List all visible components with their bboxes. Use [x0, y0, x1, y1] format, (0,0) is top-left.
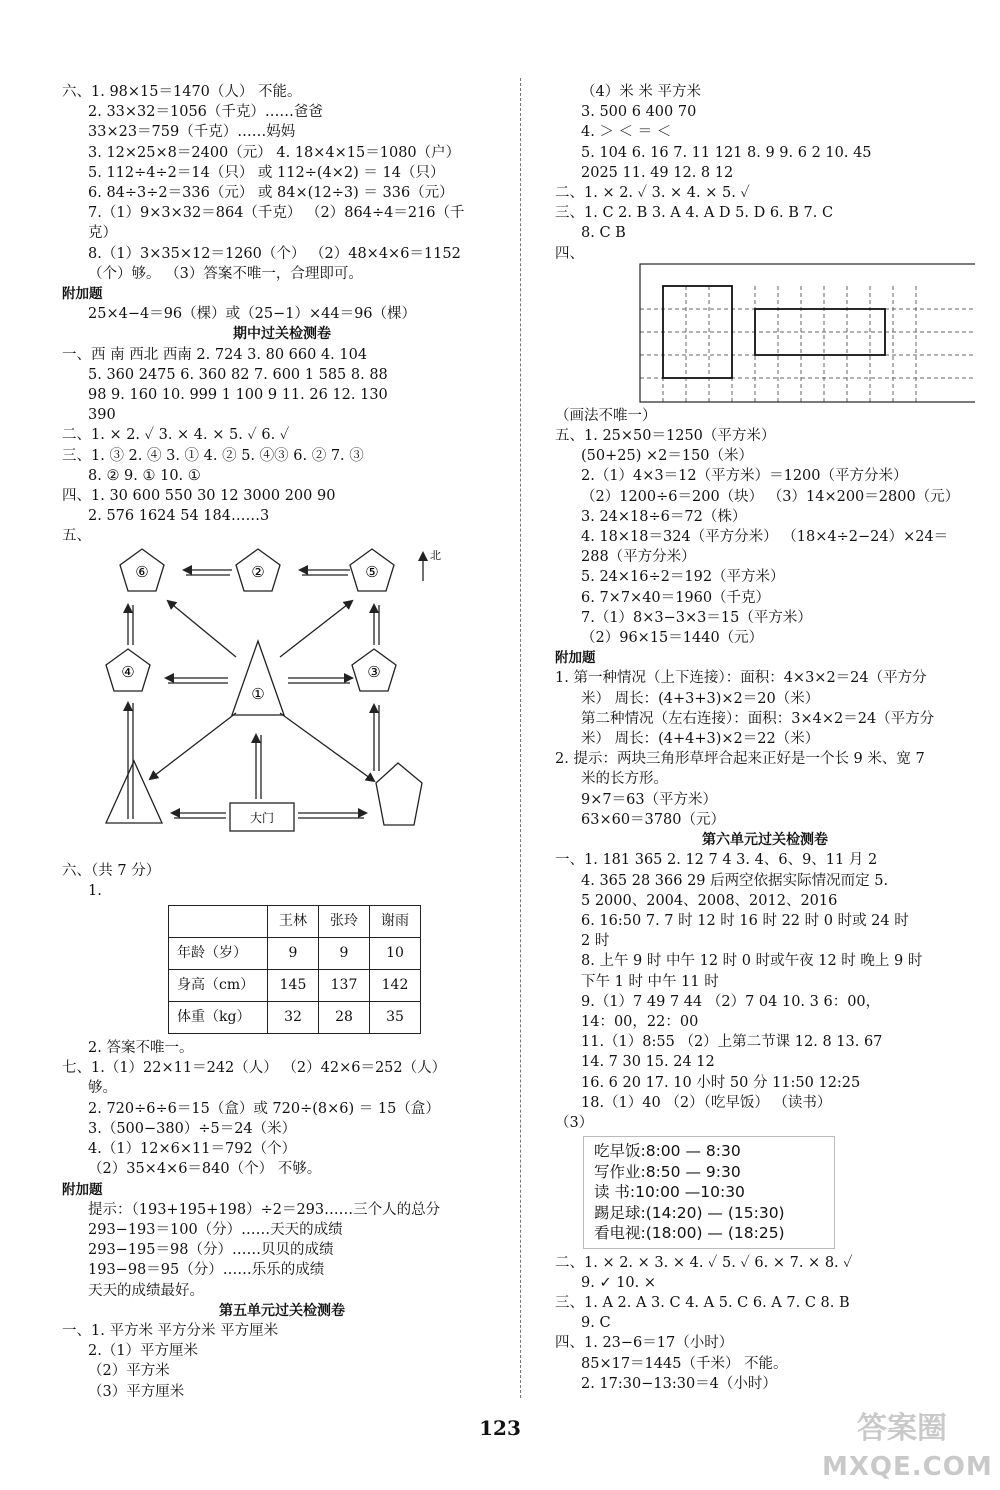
text-line: 五、: [62, 528, 91, 545]
direction-map-diagram: [62, 541, 502, 861]
text-line: 一、1. 平方米 平方分米 平方厘米: [62, 1322, 279, 1339]
text-line: 2. 720÷6÷6＝15（盒）或 720÷(8×6) ＝ 15（盒）: [88, 1100, 440, 1117]
table-cell: 28: [319, 1002, 370, 1034]
text-line: 5 2000、2004、2008、2012、2016: [581, 892, 838, 909]
text-line: 四、1. 23−6＝17（小时）: [555, 1335, 734, 1352]
text-line: 四、: [555, 245, 584, 262]
text-line: 3. 500 6 400 70: [581, 104, 697, 121]
text-line: 5. 24×16÷2＝192（平方米）: [581, 569, 785, 586]
table-cell: 9: [319, 938, 370, 970]
schedule-line: 读 书:10:00 —10:30: [594, 1183, 745, 1202]
text-line: 8. C B: [581, 225, 626, 242]
text-line: 2 时: [581, 933, 610, 950]
text-line: 够。: [88, 1080, 117, 1097]
text-line: （4）米 米 平方米: [581, 84, 701, 100]
node-label: ⑤: [365, 562, 379, 581]
text-line: 2. 提示：两块三角形草坪合起来正好是一个长 9 米、宽 7: [555, 751, 925, 768]
text-line: 3. 24×18÷6＝72（株）: [581, 508, 747, 525]
text-line: 9×7＝63（平方米）: [581, 791, 718, 808]
text-line: 3. 12×25×8＝2400（元） 4. 18×4×15＝1080（户）: [88, 144, 461, 161]
section-title-midterm: 期中过关检测卷: [233, 326, 331, 343]
table-header-cell: 谢雨: [370, 906, 421, 938]
extra-heading: 附加题: [62, 286, 103, 303]
table-header-row: [169, 906, 421, 938]
section-title-unit5: 第五单元过关检测卷: [219, 1302, 345, 1319]
text-line: 5. 112÷4÷2＝14（只） 或 112÷(4×2) ＝ 14（只）: [88, 164, 445, 181]
schedule-box: [583, 1136, 835, 1249]
text-line: 9. C: [581, 1315, 611, 1332]
text-line: 5. 104 6. 16 7. 11 121 8. 9 9. 6 2 10. 45: [581, 144, 872, 161]
student-info-table: [168, 905, 421, 1034]
text-line: 1.: [88, 882, 102, 899]
text-line: 六、1. 98×15＝1470（人） 不能。: [62, 84, 302, 100]
text-line: （2）35×4×6＝840（个） 不够。: [88, 1161, 322, 1178]
text-line: （画法不唯一）: [555, 407, 657, 424]
text-line: 85×17＝1445（千米） 不能。: [581, 1355, 788, 1372]
text-line: 第二种情况（左右连接）：面积：3×4×2＝24（平方分: [581, 710, 935, 727]
text-line: 8.（1）3×35×12＝1260（个） （2）48×4×6＝1152: [88, 245, 461, 262]
text-line: 米） 周长：(4+4+3)×2＝22（米）: [581, 731, 820, 748]
node-label: ⑥: [135, 562, 149, 581]
table-cell: 142: [370, 970, 421, 1002]
text-line: 一、西 南 西北 西南 2. 724 3. 80 660 4. 104: [62, 346, 368, 363]
text-line: 4.（1）12×6×11＝792（个）: [88, 1141, 297, 1158]
text-line: （个）够。 （3）答案不唯一，合理即可。: [88, 265, 363, 282]
node-label: ①: [251, 684, 265, 703]
text-line: 14：00，22：00: [581, 1013, 699, 1030]
text-line: 二、1. × 2. ✓ 3. × 4. × 5. ✓: [555, 185, 750, 202]
table-row: [169, 970, 421, 1002]
text-line: 4. ＞ ＜ ＝ ＜: [581, 124, 672, 141]
text-line: 3.（500−380）÷5＝24（米）: [88, 1120, 297, 1137]
text-line: 293−195＝98（分）……贝贝的成绩: [88, 1242, 334, 1259]
text-line: 2. 17:30−13:30＝4（小时）: [581, 1375, 777, 1392]
text-line: （2）平方米: [88, 1363, 170, 1380]
text-line: 七、1.（1）22×11＝242（人） （2）42×6＝252（人）: [62, 1060, 447, 1077]
north-label: 北: [430, 548, 441, 562]
table-cell: 9: [268, 938, 319, 970]
text-line: 二、1. × 2. × 3. × 4. ✓ 5. ✓ 6. × 7. × 8. ✓: [555, 1254, 853, 1271]
text-line: 2.（1）4×3＝12（平方米）＝1200（平方分米）: [581, 468, 908, 485]
extra-heading: 附加题: [555, 650, 596, 667]
text-line: 7.（1）8×3−3×3＝15（平方米）: [581, 609, 812, 626]
text-line: 2.（1）平方厘米: [88, 1343, 199, 1360]
table-row: [169, 1002, 421, 1034]
text-line: 提示：（193+195+198）÷2＝293……三个人的总分: [88, 1201, 441, 1218]
node-label: ④: [121, 662, 135, 681]
watermark-line: 答案圈: [857, 1411, 947, 1446]
table-cell: 10: [370, 938, 421, 970]
schedule-line: 看电视:(18:00) — (18:25): [594, 1224, 785, 1243]
text-line: 天天的成绩最好。: [88, 1282, 204, 1299]
node-label: ③: [367, 662, 381, 681]
text-line: 7.（1）9×3×32＝864（千克） （2）864÷4＝216（千: [88, 205, 465, 222]
pentagon-corner: [376, 763, 422, 825]
table-cell: 35: [370, 1002, 421, 1034]
text-line: (50+25) ×2＝150（米）: [581, 448, 754, 465]
text-line: 63×60＝3780（元）: [581, 811, 725, 828]
watermark-line: MXQE.COM: [822, 1452, 993, 1482]
text-line: 五、1. 25×50＝1250（平方米）: [555, 428, 776, 445]
text-line: 390: [88, 407, 116, 424]
text-line: 98 9. 160 10. 999 1 100 9 11. 26 12. 130: [88, 387, 388, 404]
text-line: （2）1200÷6＝200（块） （3）14×200＝2800（元）: [581, 488, 960, 505]
text-line: 三、1. ③ 2. ④ 3. ① 4. ② 5. ④③ 6. ② 7. ③: [62, 447, 364, 464]
left-column: [62, 82, 502, 1402]
text-line: 293−193＝100（分）……天天的成绩: [88, 1221, 343, 1238]
gate-label: 大门: [249, 810, 275, 825]
text-line: （3）: [555, 1114, 594, 1131]
text-line: 6. 7×7×40＝1960（千克）: [581, 589, 771, 606]
text-line: 克）: [88, 225, 117, 242]
text-line: 16. 6 20 17. 10 小时 50 分 11:50 12:25: [581, 1074, 861, 1091]
text-line: 11.（1）8:55 （2）上第二节课 12. 8 13. 67: [581, 1034, 883, 1051]
triangle-corner: [106, 761, 162, 823]
schedule-line: 写作业:8:50 — 9:30: [594, 1162, 741, 1181]
text-line: 193−98＝95（分）……乐乐的成绩: [88, 1262, 325, 1279]
text-line: 三、1. A 2. A 3. C 4. A 5. C 6. A 7. C 8. B: [555, 1295, 850, 1312]
text-line: 二、1. × 2. ✓ 3. × 4. × 5. ✓ 6. ✓: [62, 427, 290, 444]
text-line: 6. 16:50 7. 7 时 12 时 16 时 22 时 0 时或 24 时: [581, 912, 909, 929]
text-line: 8. ② 9. ① 10. ①: [88, 467, 201, 484]
text-line: 288（平方分米）: [581, 549, 696, 566]
text-line: 4. 18×18＝324（平方分米） （18×4÷2−24）×24＝: [581, 529, 949, 546]
text-line: 2. 576 1624 54 184……3: [88, 508, 270, 525]
text-line: 5. 360 2475 6. 360 82 7. 600 1 585 8. 88: [88, 366, 388, 383]
text-line: 一、1. 181 365 2. 12 7 4 3. 4、6、9、11 月 2: [555, 852, 878, 869]
text-line: （3）平方厘米: [88, 1383, 185, 1400]
schedule-line: 吃早饭:8:00 — 8:30: [594, 1142, 741, 1161]
text-line: 米的长方形。: [581, 771, 668, 788]
text-line: 25×4−4＝96（棵）或（25−1）×44＝96（棵）: [88, 306, 417, 323]
text-line: 14. 7 30 15. 24 12: [581, 1054, 715, 1071]
text-line: 8. 上午 9 时 中午 12 时 0 时或午夜 12 时 晚上 9 时: [581, 953, 923, 970]
text-line: 米） 周长：(4+3+3)×2＝20（米）: [581, 690, 820, 707]
column-divider: [520, 78, 521, 1398]
text-line: 1. 第一种情况（上下连接）：面积：4×3×2＝24（平方分: [555, 670, 927, 687]
text-line: 18.（1）40 （2）（吃早饭） （读书）: [581, 1094, 832, 1111]
text-line: 9. ✓ 10. ×: [581, 1274, 657, 1291]
watermark: [822, 1410, 993, 1486]
text-line: 33×23＝759（千克）……妈妈: [88, 124, 296, 141]
right-column: [555, 82, 975, 1394]
text-line: 9.（1）7 49 7 44 （2）7 04 10. 3 6：00，: [581, 993, 881, 1010]
table-cell: 32: [268, 1002, 319, 1034]
text-line: 2. 答案不唯一。: [88, 1040, 194, 1057]
table-cell: 体重（kg）: [169, 1002, 268, 1034]
text-line: 三、1. C 2. B 3. A 4. A D 5. D 6. B 7. C: [555, 205, 834, 222]
schedule-line: 踢足球:(14:20) — (15:30): [594, 1203, 785, 1222]
table-cell: [169, 906, 268, 938]
grid-area-diagram: [555, 256, 975, 406]
table-header-cell: 张玲: [319, 906, 370, 938]
text-line: 下午 1 时 中午 11 时: [581, 973, 719, 990]
table-cell: 身高（cm）: [169, 970, 268, 1002]
table-cell: 145: [268, 970, 319, 1002]
text-line: 六、（共 7 分）: [62, 862, 161, 879]
table-cell: 137: [319, 970, 370, 1002]
table-cell: 年龄（岁）: [169, 938, 268, 970]
node-label: ②: [251, 562, 265, 581]
extra-heading: 附加题: [62, 1181, 103, 1198]
text-line: 四、1. 30 600 550 30 12 3000 200 90: [62, 488, 336, 505]
triangle-node-1: [232, 641, 284, 715]
section-title-unit6: 第六单元过关检测卷: [702, 832, 828, 849]
page-number: 123: [479, 1416, 521, 1440]
table-header-cell: 王林: [268, 906, 319, 938]
table-row: [169, 938, 421, 970]
text-line: （2）96×15＝1440（元）: [581, 630, 764, 647]
text-line: 2025 11. 49 12. 8 12: [581, 164, 734, 181]
text-line: 6. 84÷3÷2＝336（元） 或 84×(12÷3) ＝ 336（元）: [88, 185, 454, 202]
text-line: 4. 365 28 366 29 后两空依据实际情况而定 5.: [581, 872, 889, 889]
text-line: 2. 33×32＝1056（千克）……爸爸: [88, 104, 323, 121]
